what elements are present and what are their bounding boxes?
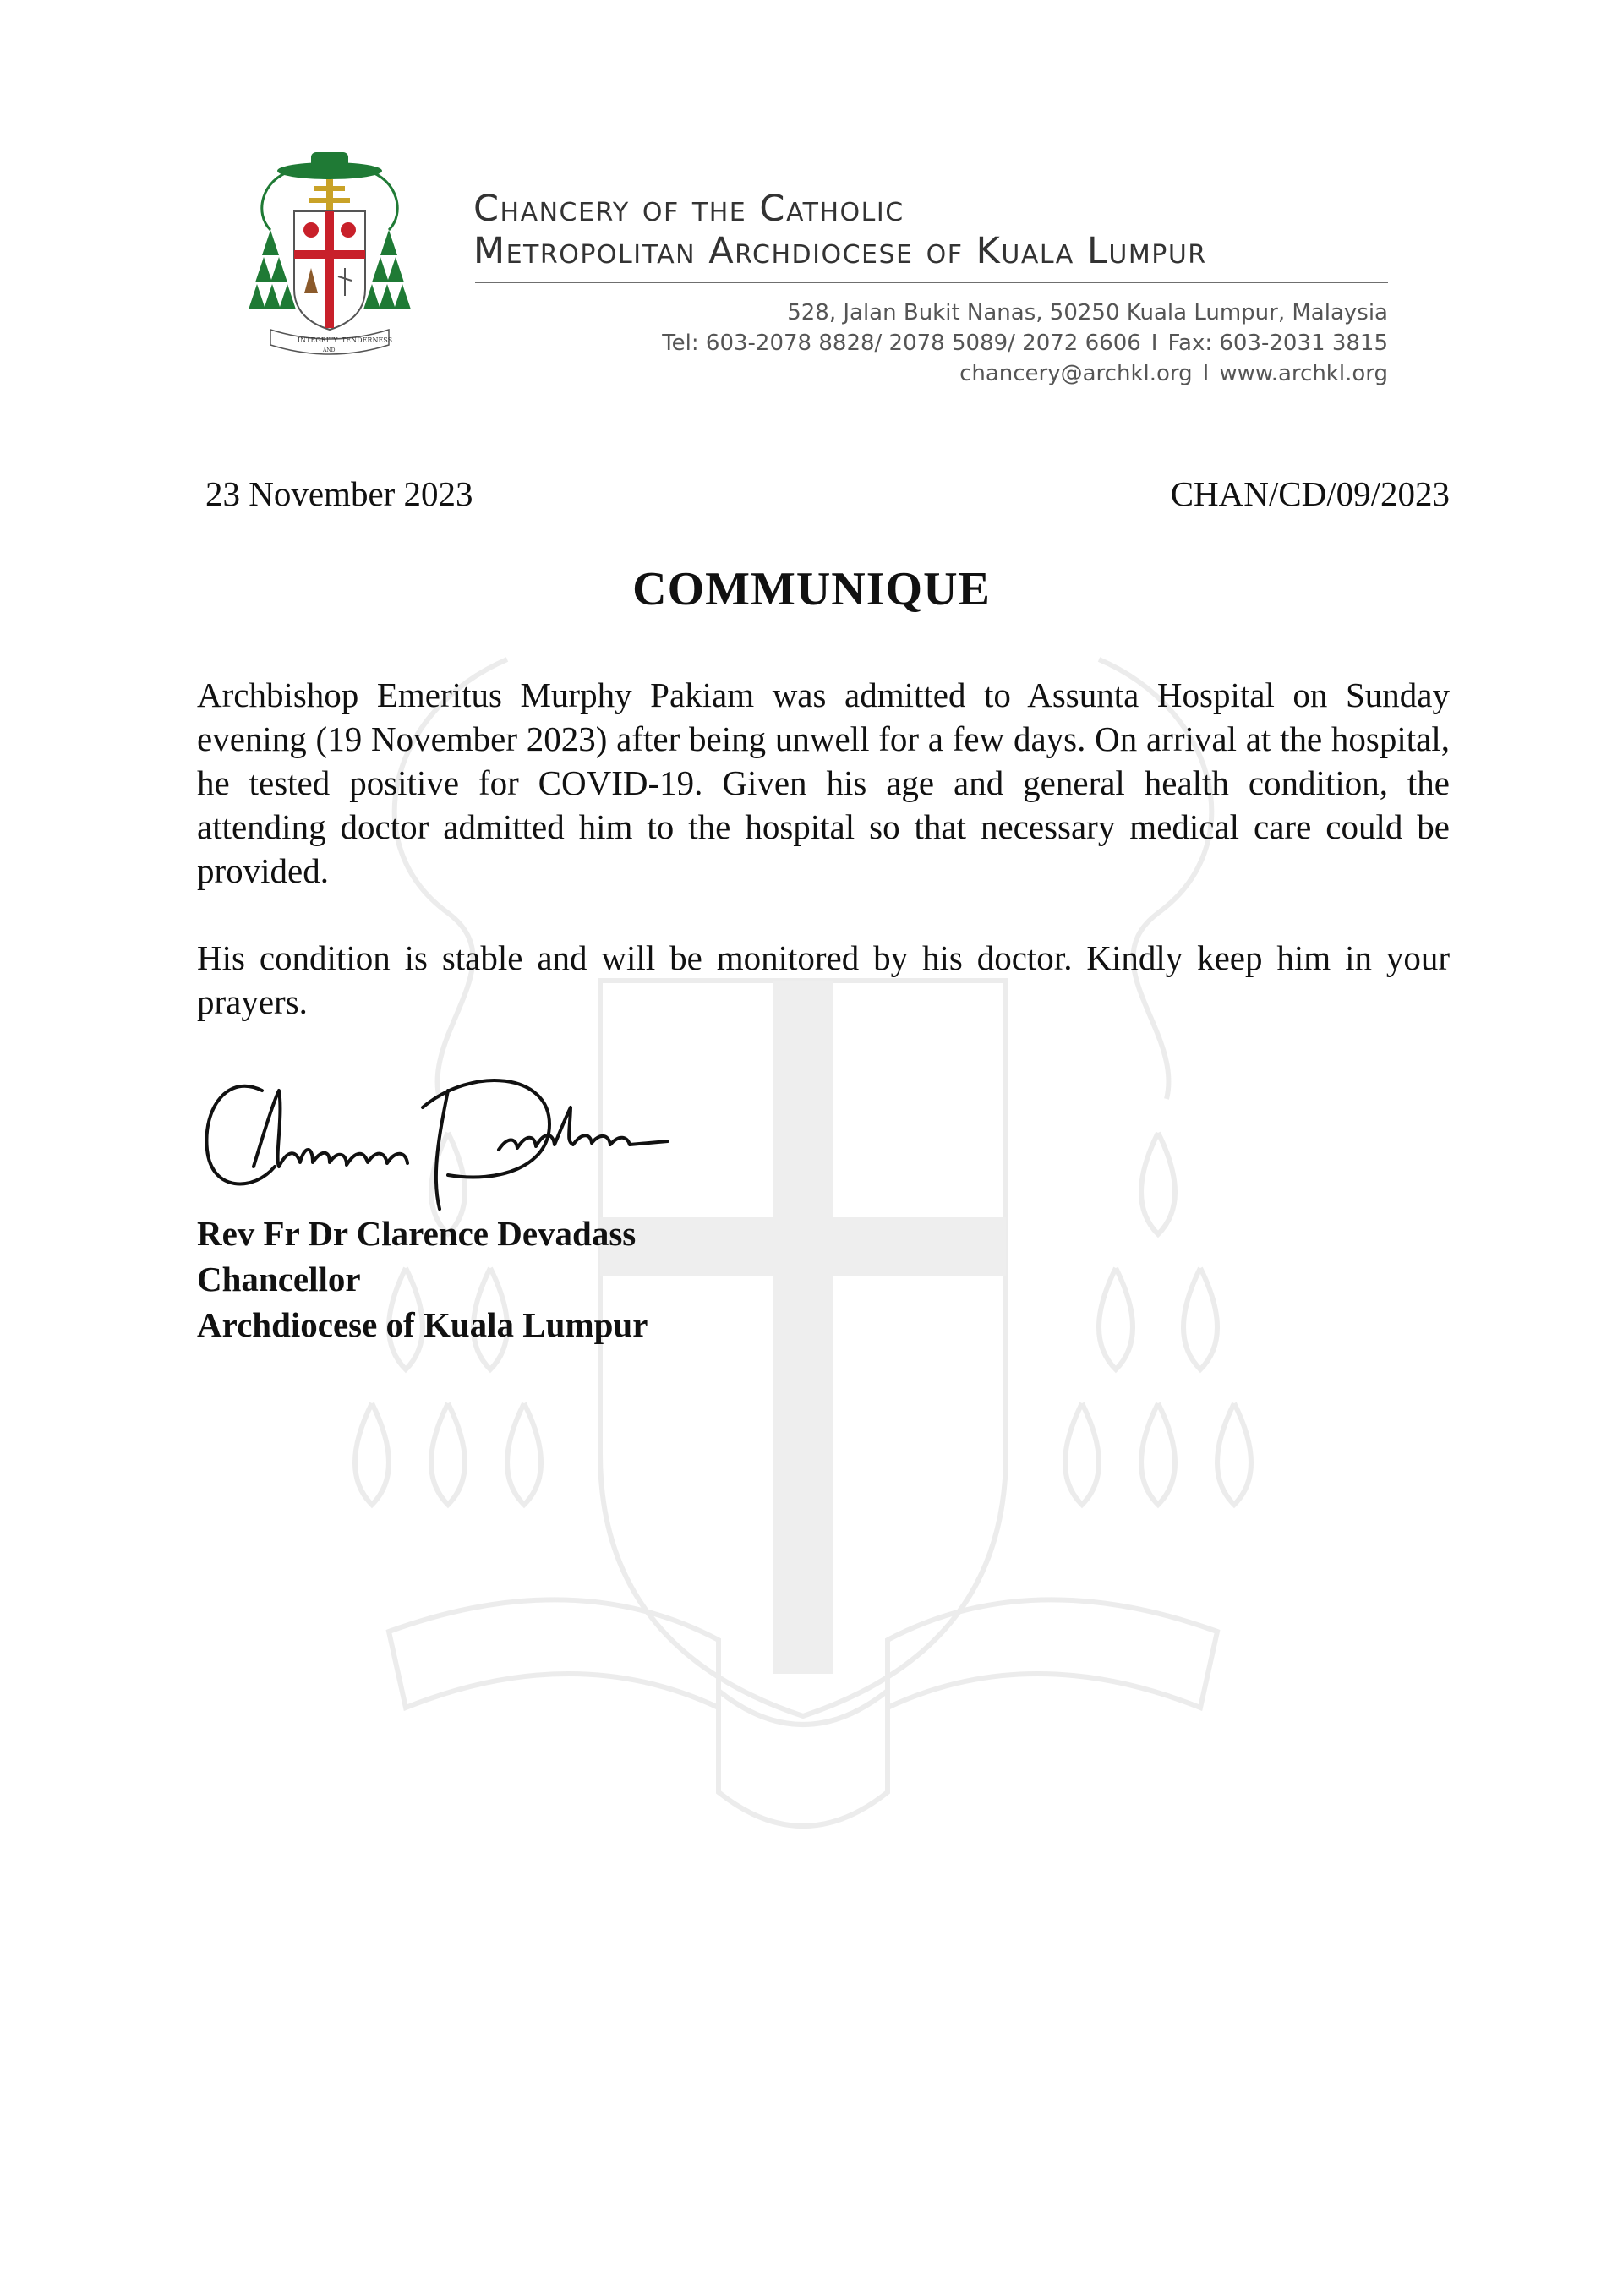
- reference-number: CHAN/CD/09/2023: [1170, 474, 1450, 513]
- crest-motto-right: TENDERNESS: [342, 336, 393, 344]
- signer-name: Rev Fr Dr Clarence Devadass: [197, 1214, 637, 1253]
- signer-block: [197, 1211, 648, 1348]
- signer-role: Chancellor: [197, 1260, 361, 1298]
- letter-date: 23 November 2023: [205, 474, 473, 513]
- website: www.archkl.org: [1219, 361, 1388, 386]
- organization-name-line2: Metropolitan Archdiocese of Kuala Lumpur: [473, 230, 1207, 272]
- header-divider: [475, 282, 1388, 283]
- document-title: COMMUNIQUE: [632, 563, 991, 615]
- crest-motto-center: AND: [323, 347, 336, 353]
- organization-name-line1: Chancery of the Catholic: [473, 188, 904, 230]
- email-web-line: [662, 358, 1388, 389]
- contact-block: [662, 298, 1388, 389]
- body-paragraph-1: Archbishop Emeritus Murphy Pakiam was admitted to Assunta Hospital on Sunday evening (19 November 2023) after being unwell for a few days. On arrival at the hospital, he tested positive for COVID-19. Given his age and general health condition, the attending doctor admitted him to the hospital so that necessary medical care could be provided.: [197, 675, 1450, 890]
- handwritten-signature: [194, 1057, 719, 1226]
- email: chancery@archkl.org: [959, 361, 1193, 386]
- fax: Fax: 603-2031 3815: [1167, 331, 1388, 356]
- signer-organization: Archdiocese of Kuala Lumpur: [197, 1305, 648, 1344]
- organization-name: [473, 188, 1207, 272]
- phone-fax-line: [662, 328, 1388, 358]
- body-paragraph-2: His condition is stable and will be monitored by his doctor. Kindly keep him in your prayers.: [197, 938, 1450, 1021]
- separator: I: [1150, 331, 1158, 356]
- telephone: Tel: 603-2078 8828/ 2078 5089/ 2072 6606: [662, 331, 1141, 356]
- address: 528, Jalan Bukit Nanas, 50250 Kuala Lumpur, Malaysia: [787, 300, 1388, 325]
- separator: I: [1202, 361, 1210, 386]
- archdiocese-crest: [245, 145, 414, 367]
- crest-motto-left: INTEGRITY: [298, 336, 338, 344]
